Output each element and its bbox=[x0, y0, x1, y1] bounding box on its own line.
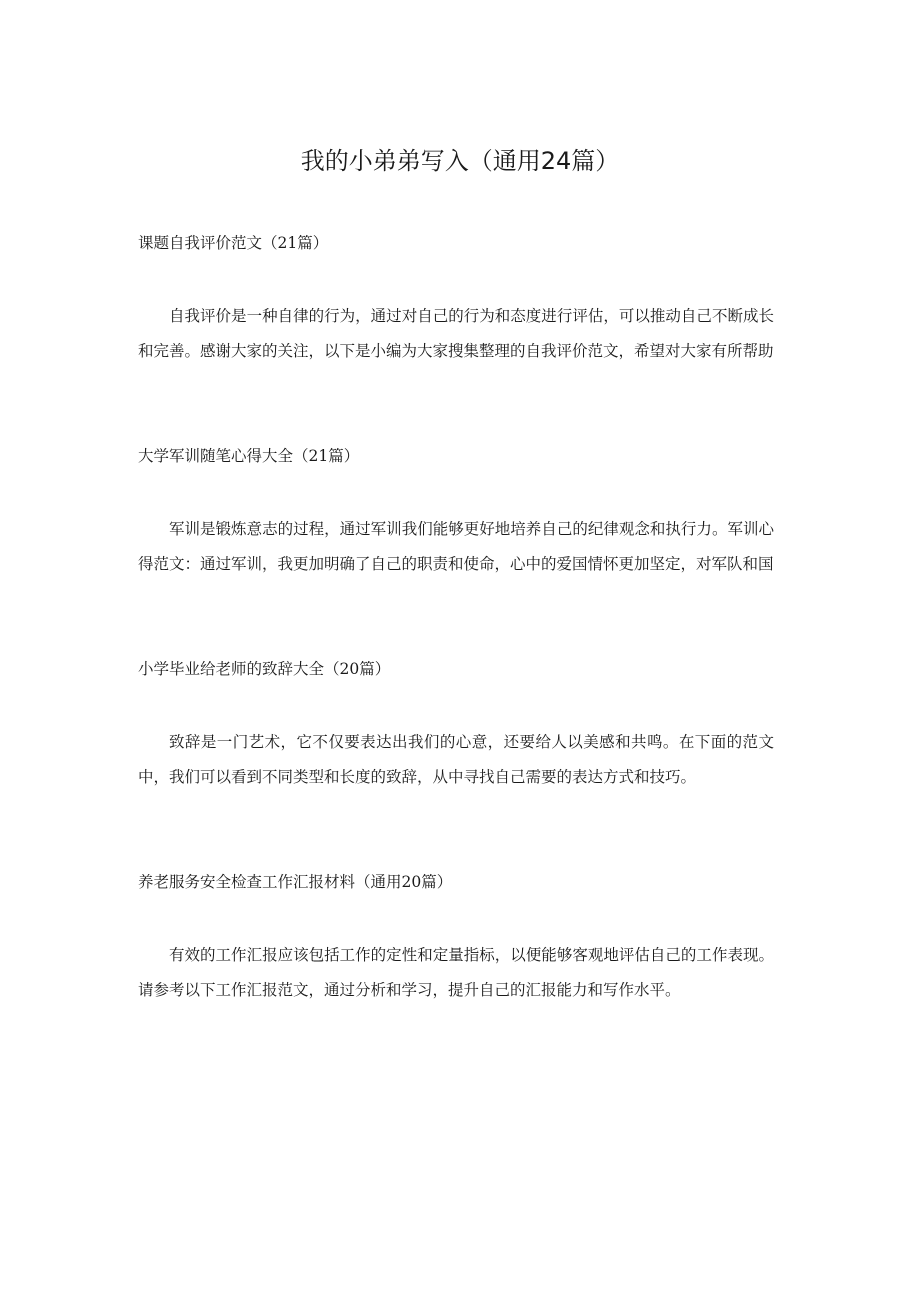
article-summary: 有效的工作汇报应该包括工作的定性和定量指标，以便能够客观地评估自己的工作表现。请参考以下工作汇报范文，通过分析和学习，提升自己的汇报能力和写作水平。 bbox=[138, 946, 774, 999]
article-heading[interactable]: 大学军训随笔心得大全（21篇） bbox=[138, 447, 360, 465]
article-heading[interactable]: 课题自我评价范文（21篇） bbox=[138, 234, 329, 252]
article-summary: 军训是锻炼意志的过程，通过军训我们能够更好地培养自己的纪律观念和执行力。军训心得范文：通过军训，我更加明确了自己的职责和使命，心中的爱国情怀更加坚定，对军队和国 bbox=[138, 520, 774, 573]
article-heading[interactable]: 养老服务安全检查工作汇报材料（通用20篇） bbox=[138, 873, 453, 891]
article-entry bbox=[138, 870, 778, 1008]
article-entry bbox=[138, 657, 778, 795]
document-title: 我的小弟弟写入（通用24篇） bbox=[300, 147, 620, 175]
article-heading[interactable]: 小学毕业给老师的致辞大全（20篇） bbox=[138, 660, 391, 678]
article-entry bbox=[138, 444, 778, 582]
article-entry bbox=[138, 231, 778, 369]
article-summary: 致辞是一门艺术，它不仅要表达出我们的心意，还要给人以美感和共鸣。在下面的范文中，我们可以看到不同类型和长度的致辞，从中寻找自己需要的表达方式和技巧。 bbox=[138, 733, 774, 786]
article-summary: 自我评价是一种自律的行为，通过对自己的行为和态度进行评估，可以推动自己不断成长和完善。感谢大家的关注，以下是小编为大家搜集整理的自我评价范文，希望对大家有所帮助 bbox=[138, 307, 774, 360]
